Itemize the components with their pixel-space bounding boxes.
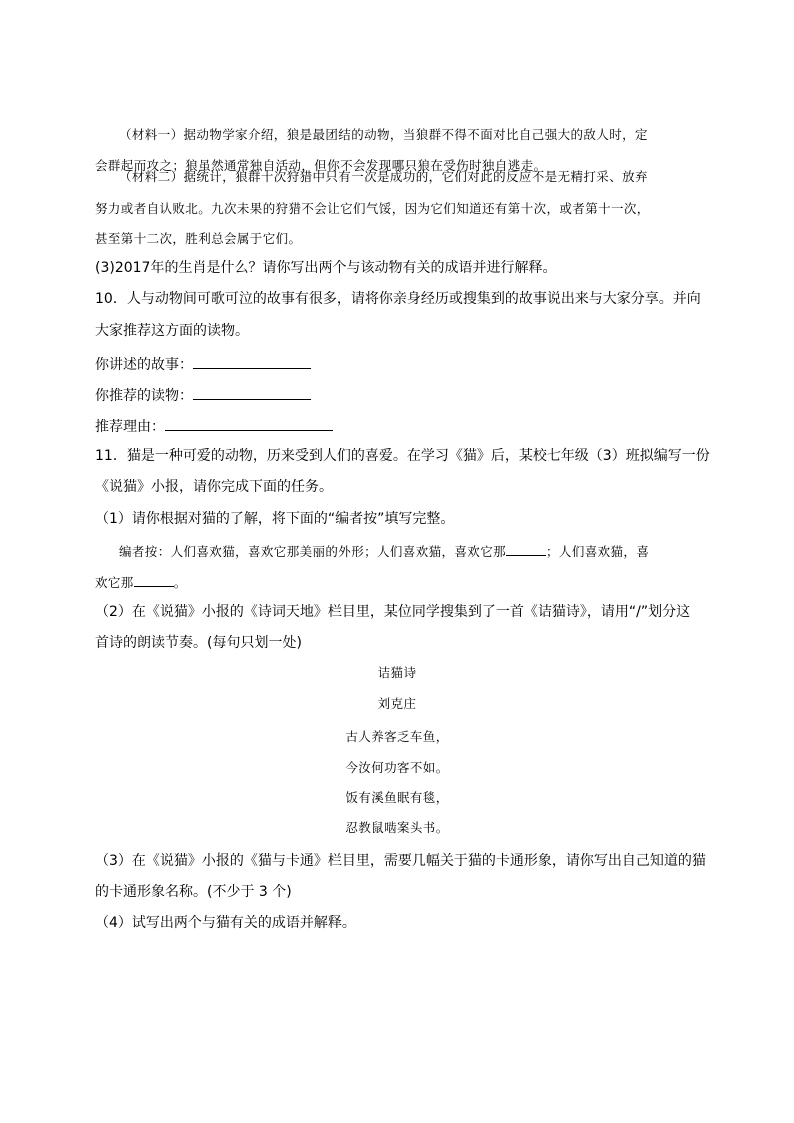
task-4: （4）试写出两个与猫有关的成语并解释。 <box>95 915 356 931</box>
material-2-line-3: 甚至第十二次，胜利总会属于它们。 <box>95 231 302 246</box>
question-10-line-1: 10．人与动物间可歌可泣的故事有很多，请将你亲身经历或搜集到的故事说出来与大家分享。并向 <box>95 291 701 307</box>
book-label: 你推荐的读物： <box>95 388 193 404</box>
poem-title: 诘猫诗 <box>377 665 417 680</box>
reason-label: 推荐理由： <box>95 419 165 435</box>
task-2-line-1: （2）在《说猫》小报的《诗词天地》栏目里，某位同学搜集到了一首《诘猫诗》，请用“/”划分这 <box>95 604 691 620</box>
editor-note-line-2 <box>95 574 187 590</box>
editor-note-text-a: 编者按：人们喜欢猫，喜欢它那美丽的外形；人们喜欢猫，喜欢它那 <box>119 544 507 559</box>
book-field <box>95 387 311 403</box>
task-3-line-2: 的卡通形象名称。(不少于 3 个) <box>95 884 292 900</box>
editor-note-line-1 <box>119 543 649 559</box>
task-3-line-1: （3）在《说猫》小报的《猫与卡通》栏目里，需要几幅关于猫的卡通形象，请你写出自己知道的猫 <box>95 853 706 869</box>
story-label: 你讲述的故事： <box>95 357 193 373</box>
material-2-line-1: （材料二）据统计，狼群十次狩猎中只有一次是成功的，它们对此的反应不是无精打采、放弃 <box>119 169 648 184</box>
task-2-line-2: 首诗的朗读节奏。(每句只划一处) <box>95 635 302 651</box>
editor-note-text-c: 欢它那 <box>95 575 134 590</box>
task-1: （1）请你根据对猫的了解，将下面的“编者按”填写完整。 <box>95 511 455 527</box>
material-2-line-2: 努力或者自认败北。九次未果的狩猎不会让它们气馁，因为它们知道还有第十次，或者第十一次， <box>95 201 650 216</box>
editor-note-text-d: 。 <box>173 575 187 590</box>
reason-blank[interactable] <box>165 418 333 431</box>
poem-line-2: 今汝何功客不如。 <box>345 760 449 775</box>
question-9-part-3: (3)2017年的生肖是什么？请你写出两个与该动物有关的成语并进行解释。 <box>95 260 557 276</box>
poem-line-3: 饭有溪鱼眠有毯， <box>345 790 449 805</box>
poem-line-1: 古人养客乏车鱼， <box>345 729 449 744</box>
book-blank[interactable] <box>193 387 311 400</box>
editor-note-blank-2[interactable] <box>134 574 174 587</box>
material-1-line-2: 会群起而攻之；狼虽然通常独自活动，但你不会发现哪只狼在受伤时独自逃走。 <box>95 158 547 173</box>
poem-author: 刘克庄 <box>377 696 417 711</box>
reason-field <box>95 418 333 434</box>
story-blank[interactable] <box>193 356 311 369</box>
question-10-line-2: 大家推荐这方面的读物。 <box>95 323 249 339</box>
question-11-intro-line-1: 11．猫是一种可爱的动物，历来受到人们的喜爱。在学习《猫》后，某校七年级（3）班拟编写一份 <box>95 448 710 464</box>
material-1-line-1: （材料一）据动物学家介绍，狼是最团结的动物，当狼群不得不面对比自己强大的敌人时，定 <box>119 127 648 142</box>
editor-note-text-b: ；人们喜欢猫，喜 <box>546 544 650 559</box>
poem-line-4: 忍教鼠啮案头书。 <box>345 820 449 835</box>
story-field <box>95 356 311 372</box>
editor-note-blank-1[interactable] <box>506 543 546 556</box>
question-11-intro-line-2: 《说猫》小报，请你完成下面的任务。 <box>95 479 333 495</box>
